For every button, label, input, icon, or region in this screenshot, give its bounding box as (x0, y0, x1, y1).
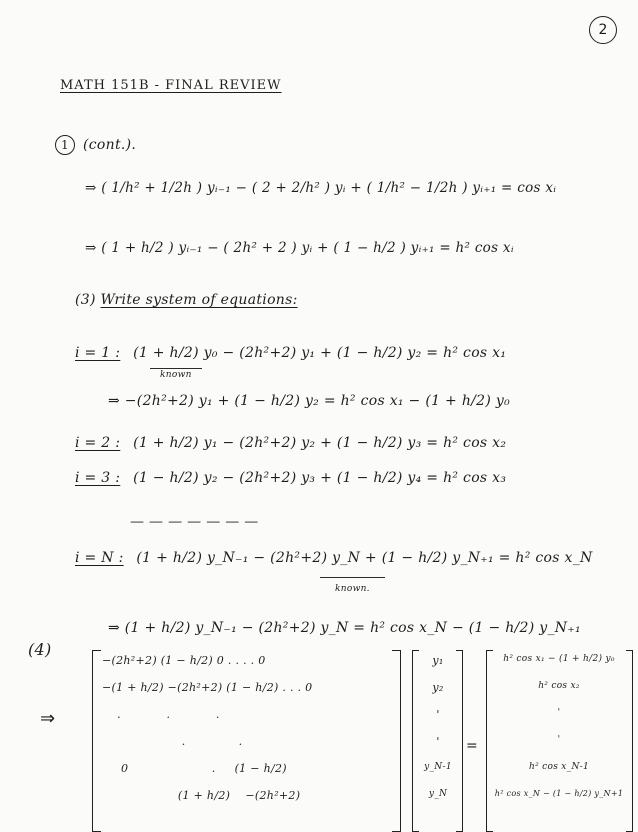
matrix-equals (466, 738, 478, 754)
iN-row (75, 550, 593, 566)
matrix-left-bracket (92, 650, 101, 832)
matrix-right-bracket (392, 650, 401, 832)
section1-eq2: ⇒ ( 1 + h/2 ) yᵢ₋₁ − ( 2h² + 2 ) yᵢ + ( 1 − h/2 ) yᵢ₊₁ = h² cos xᵢ (85, 240, 514, 256)
y-vector (420, 654, 456, 816)
section4-marker (28, 640, 52, 659)
i2-row (75, 435, 506, 451)
known-label-2-text: known. (335, 584, 370, 594)
rhs-entry: ' (557, 735, 561, 745)
section3-heading-num: (3) (75, 292, 96, 308)
iN-eq: (1 + h/2) y_N₋₁ − (2h²+2) y_N + (1 − h/2) y_N₊₁ = h² cos x_N (136, 550, 593, 566)
yvector-left-bracket (412, 650, 419, 832)
matrix-row: 0 . (1 − h/2) (102, 762, 299, 775)
i3-label: i = 3 : (75, 470, 121, 486)
rhs-entry: ' (557, 708, 561, 718)
section3-heading-text: Write system of equations: (100, 292, 298, 308)
i1-eq: (1 + h/2) y₀ − (2h²+2) y₁ + (1 − h/2) y₂ = h² cos x₁ (133, 345, 507, 361)
ellipsis-dashes: — — — — — — — (130, 514, 259, 530)
page-title (60, 78, 282, 93)
coefficient-matrix (102, 654, 392, 816)
i1-row (75, 345, 506, 361)
yvector-right-bracket (456, 650, 463, 832)
section4-arrow (40, 708, 55, 729)
section4-marker-text: (4) (28, 640, 52, 659)
i2-eq: (1 + h/2) y₁ − (2h²+2) y₂ + (1 − h/2) y₃ = h² cos x₂ (133, 435, 507, 451)
section4-arrow-text: ⇒ (40, 708, 56, 729)
i1-label: i = 1 : (75, 345, 121, 361)
i3-row (75, 470, 506, 486)
y-entry: y₂ (432, 681, 444, 694)
iN-result: ⇒ (1 + h/2) y_N₋₁ − (2h²+2) y_N = h² cos x_N − (1 − h/2) y_N₊₁ (108, 620, 581, 636)
rhs-entry: h² cos x₂ (538, 681, 580, 691)
y-entry: ' (436, 735, 440, 748)
y-entry: y_N-1 (424, 762, 452, 772)
known-underline-1 (150, 368, 202, 369)
section1-heading (55, 135, 136, 155)
known-label-1 (160, 370, 192, 380)
rhs-entry: h² cos x_N − (1 − h/2) y_N+1 (494, 789, 624, 798)
known-label-1-text: known (160, 370, 192, 380)
section1-eq1: ⇒ ( 1/h² + 1/2h ) yᵢ₋₁ − ( 2 + 2/h² ) yᵢ + ( 1/h² − 1/2h ) yᵢ₊₁ = cos xᵢ (85, 180, 557, 196)
i3-eq: (1 − h/2) y₂ − (2h²+2) y₃ + (1 − h/2) y₄ = h² cos x₃ (133, 470, 507, 486)
y-entry: ' (436, 708, 440, 721)
matrix-row: . . (102, 735, 281, 748)
iN-label: i = N : (75, 550, 124, 566)
page-number-text: 2 (598, 22, 608, 38)
rhs-entry: h² cos x₁ − (1 + h/2) y₀ (503, 654, 615, 664)
matrix-row: . . . (102, 708, 281, 721)
known-label-2 (335, 584, 370, 594)
rhs-entry: h² cos x_N-1 (528, 762, 590, 772)
matrix-row: −(2h²+2) (1 − h/2) 0 . . . . 0 (102, 654, 266, 667)
section3-heading (75, 292, 298, 308)
i2-label: i = 2 : (75, 435, 121, 451)
i1-result: ⇒ −(2h²+2) y₁ + (1 − h/2) y₂ = h² cos x₁ − (1 + h/2) y₀ (108, 393, 511, 409)
page-title-text: MATH 151B - FINAL REVIEW (60, 78, 282, 93)
rhs-vector (492, 654, 626, 816)
rhs-right-bracket (626, 650, 633, 832)
matrix-row: (1 + h/2) −(2h²+2) (102, 789, 324, 802)
y-entry: y₁ (432, 654, 444, 667)
matrix-equals-text: = (466, 738, 479, 754)
section1-marker: 1 (55, 135, 75, 155)
known-underline-2 (320, 577, 385, 578)
y-entry: y_N (428, 789, 448, 799)
section1-heading-text: (cont.). (83, 137, 137, 153)
page-number (589, 16, 617, 44)
matrix-row: −(1 + h/2) −(2h²+2) (1 − h/2) . . . 0 (102, 681, 313, 694)
